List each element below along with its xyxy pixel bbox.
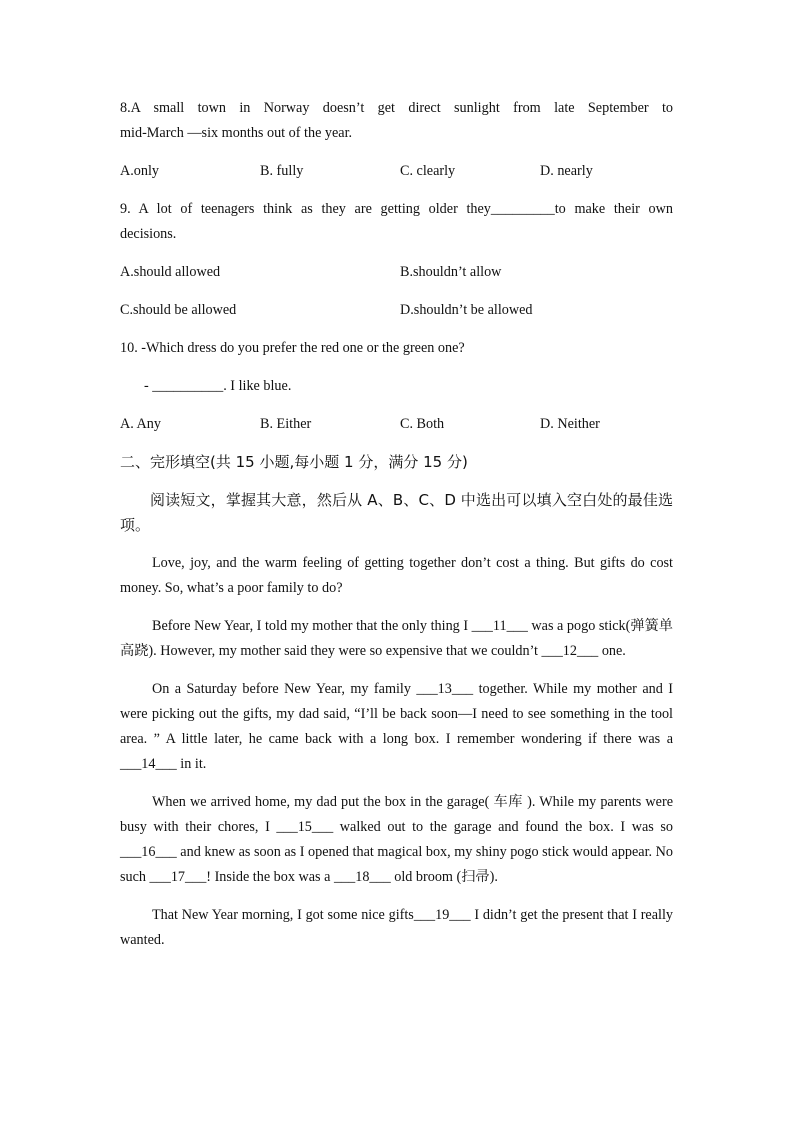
question-9-options-row-2 bbox=[120, 298, 673, 323]
section-heading: 二、完形填空(共 15 小题,每小题 1 分，满分 15 分) bbox=[120, 453, 468, 471]
passage-paragraph-3: On a Saturday before New Year, my family ___13___ together. While my mother and I were picking out the gifts, my dad said, “I’ll be back soon—I need to see something in the tool area. ” A little later, he came back with a long box. I remember wondering if there was a ___14___ in it. bbox=[120, 681, 673, 772]
question-10-option-b[interactable]: B. Either bbox=[260, 416, 312, 432]
question-9-line-1: 9. A lot of teenagers think as they are getting older they_________to make their own bbox=[120, 201, 673, 217]
question-9-option-b[interactable]: B.shouldn’t allow bbox=[400, 264, 502, 280]
question-10-line-1: 10. -Which dress do you prefer the red one or the green one? bbox=[120, 340, 465, 356]
question-10-line-2: - __________. I like blue. bbox=[144, 378, 292, 394]
question-9-line-2: decisions. bbox=[120, 226, 177, 242]
question-8-line-1: 8.A small town in Norway doesn’t get direct sunlight from late September to bbox=[120, 100, 673, 116]
question-9 bbox=[120, 197, 673, 247]
question-10-prompt bbox=[120, 336, 673, 361]
passage-paragraph-4: When we arrived home, my dad put the box in the garage( 车库 ). While my parents were busy with their chores, I ___15___ walked out to the garage and found the box. I was so ___16___ and knew as soon as I opened that magical box, my shiny pogo stick would appear. No such ___17___! Inside the box was a ___18___ old broom (扫帚). bbox=[120, 794, 673, 885]
question-8-options bbox=[120, 159, 673, 184]
question-10-options bbox=[120, 412, 673, 437]
question-9-options-row-1 bbox=[120, 260, 673, 285]
question-8-line-2: mid-March —six months out of the year. bbox=[120, 125, 353, 141]
question-9-option-a[interactable]: A.should allowed bbox=[120, 264, 221, 280]
question-9-option-d[interactable]: D.shouldn’t be allowed bbox=[400, 302, 533, 318]
section-instruction: 阅读短文，掌握其大意，然后从 A、B、C、D 中选出可以填入空白处的最佳选项。 bbox=[120, 491, 673, 534]
passage-paragraph-1: Love, joy, and the warm feeling of getting together don’t cost a thing. But gifts do cost money. So, what’s a poor family to do? bbox=[120, 555, 673, 596]
question-10-option-a[interactable]: A. Any bbox=[120, 416, 161, 432]
question-8-option-b[interactable]: B. fully bbox=[260, 163, 304, 179]
document-page bbox=[120, 96, 673, 966]
passage-paragraph-2: Before New Year, I told my mother that the only thing I ___11___ was a pogo stick(弹簧单高跷). However, my mother said they were so expensive that we couldn’t ___12___ one. bbox=[120, 618, 673, 659]
question-9-option-c[interactable]: C.should be allowed bbox=[120, 302, 237, 318]
passage-paragraph-5: That New Year morning, I got some nice gifts___19___ I didn’t get the present that I really wanted. bbox=[120, 907, 673, 948]
question-10-reply bbox=[120, 374, 673, 399]
question-10-option-c[interactable]: C. Both bbox=[400, 416, 445, 432]
question-10-option-d[interactable]: D. Neither bbox=[540, 416, 600, 432]
question-8-option-a[interactable]: A.only bbox=[120, 163, 160, 179]
question-8 bbox=[120, 96, 673, 146]
question-8-option-c[interactable]: C. clearly bbox=[400, 163, 456, 179]
question-8-option-d[interactable]: D. nearly bbox=[540, 163, 593, 179]
